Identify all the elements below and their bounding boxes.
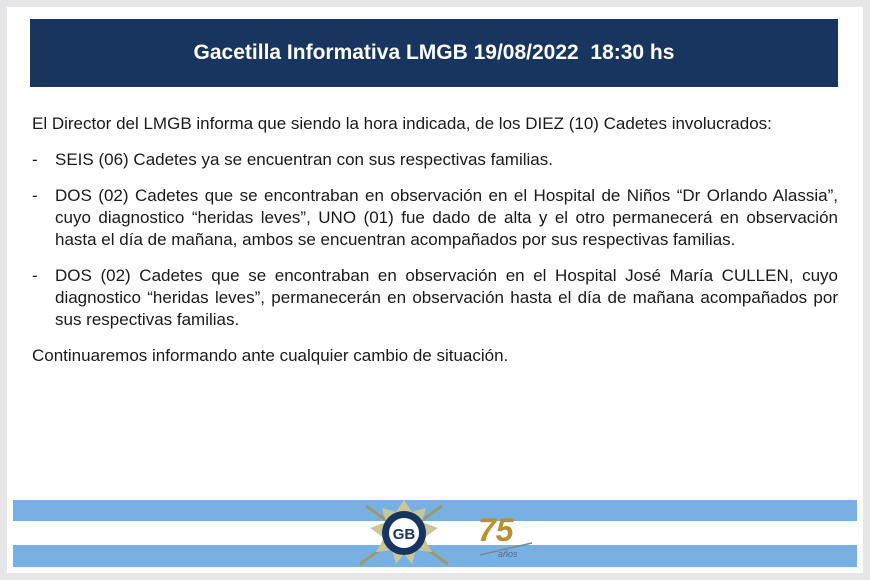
list-item <box>32 149 838 171</box>
list-item <box>32 185 838 251</box>
list-item <box>32 265 838 331</box>
school-emblem-logo <box>352 498 456 568</box>
bullet: - <box>32 150 38 169</box>
anniversary-logo <box>476 505 536 565</box>
bullet: - <box>32 266 38 285</box>
intro-paragraph: El Director del LMGB informa que siendo la hora indicada, de los DIEZ (10) Cadetes involucrados: <box>32 114 772 133</box>
closing-paragraph: Continuaremos informando ante cualquier cambio de situación. <box>32 346 509 365</box>
emblem-text: GB <box>392 526 416 543</box>
anniversary-number: 75 <box>478 512 514 548</box>
page-title: Gacetilla Informativa LMGB 19/08/2022 18:30 hs <box>30 19 838 87</box>
list-item-text: DOS (02) Cadetes que se encontraban en observación en el Hospital José María CULLEN, cuyo diagnostico “heridas leves”, permanecerán en observación hasta el día de mañana acompañados por sus respectivas familias. <box>55 266 838 329</box>
anniversary-label: años <box>498 549 518 559</box>
release-body <box>32 113 838 381</box>
bullet: - <box>32 186 38 205</box>
list-item-text: SEIS (06) Cadetes ya se encuentran con sus respectivas familias. <box>55 150 553 169</box>
list-item-text: DOS (02) Cadetes que se encontraban en observación en el Hospital de Niños “Dr Orlando Alassia”, cuyo diagnostico “heridas leves”, UNO (01) fue dado de alta y el otro permanecerá en observación hasta el día de mañana, ambos se encuentran acompañados por sus respectivas familias. <box>55 186 838 249</box>
